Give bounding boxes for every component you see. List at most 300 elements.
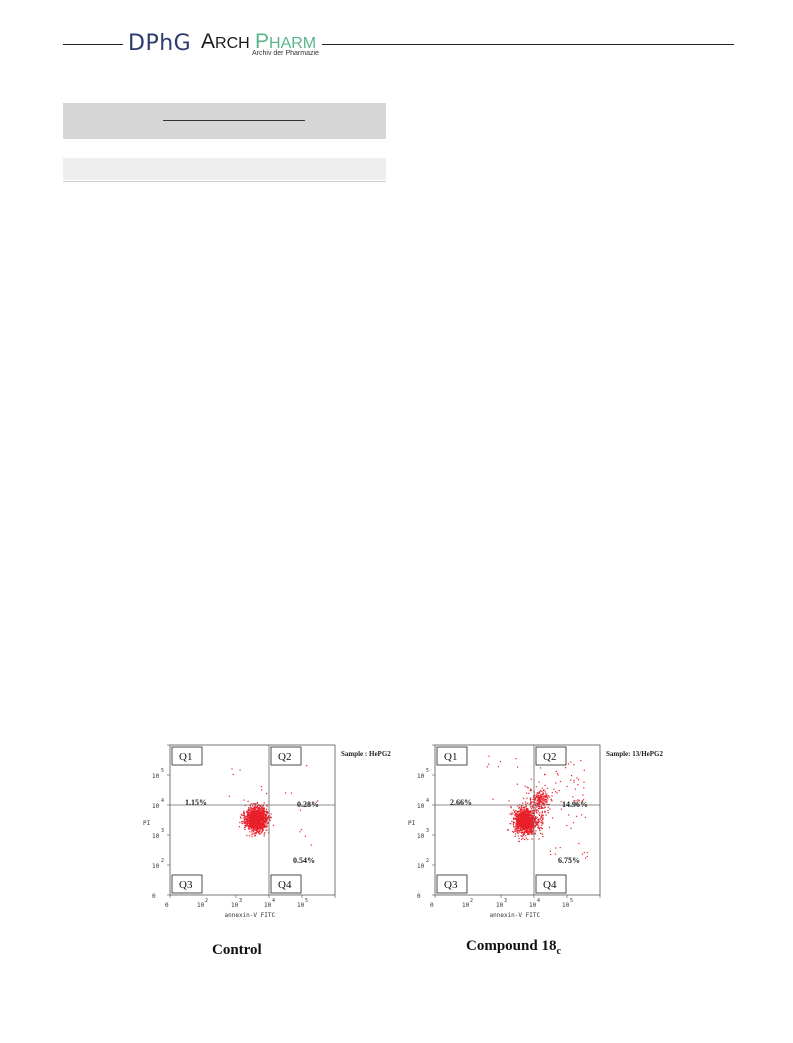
data-point xyxy=(536,793,537,794)
data-point xyxy=(527,816,528,817)
pharm-rest: HARM xyxy=(269,35,317,52)
data-point xyxy=(517,805,518,806)
data-point xyxy=(262,806,263,807)
data-point xyxy=(573,822,574,823)
data-point xyxy=(520,824,521,825)
data-point xyxy=(551,795,552,796)
data-point xyxy=(538,793,539,794)
table-header-band xyxy=(63,103,386,139)
data-point xyxy=(513,832,514,833)
data-point xyxy=(528,811,529,812)
data-point xyxy=(584,852,585,853)
data-point xyxy=(519,824,520,825)
data-point xyxy=(531,811,532,812)
data-point xyxy=(545,795,546,796)
y-tick-label: 10 xyxy=(417,773,425,780)
data-point xyxy=(521,829,522,830)
data-point xyxy=(512,813,513,814)
data-point xyxy=(248,801,249,802)
data-point xyxy=(525,824,526,825)
data-point xyxy=(516,814,517,815)
data-point xyxy=(539,800,540,801)
data-point xyxy=(256,813,257,814)
data-point xyxy=(262,811,263,812)
data-point xyxy=(584,770,585,771)
data-point xyxy=(254,817,255,818)
y-tick-label: 10 xyxy=(152,833,160,840)
data-point xyxy=(571,775,572,776)
data-point xyxy=(541,801,542,802)
data-point xyxy=(515,823,516,824)
data-point xyxy=(264,826,265,827)
data-point xyxy=(536,806,537,807)
data-point xyxy=(247,816,248,817)
data-point xyxy=(530,803,531,804)
data-point xyxy=(261,786,262,787)
data-point xyxy=(544,798,545,799)
data-point xyxy=(250,826,251,827)
data-point xyxy=(253,821,254,822)
data-point xyxy=(539,828,540,829)
data-point xyxy=(259,833,260,834)
data-point xyxy=(530,826,531,827)
data-point xyxy=(265,827,266,828)
data-point xyxy=(249,835,250,836)
data-point xyxy=(263,816,264,817)
data-point xyxy=(239,826,240,827)
data-point xyxy=(254,833,255,834)
data-point xyxy=(518,811,519,812)
data-point xyxy=(551,799,552,800)
data-point xyxy=(577,778,578,779)
quadrant-percent-q4: 0.54% xyxy=(293,856,315,865)
sample-label: Sample: 13/HePG2 xyxy=(606,750,663,758)
data-point xyxy=(580,760,581,761)
data-point xyxy=(530,820,531,821)
quadrant-percent-q1: 1.15% xyxy=(185,798,207,807)
quadrant-percent-q2: 0.28% xyxy=(297,800,319,809)
data-point xyxy=(519,813,520,814)
data-point xyxy=(252,815,253,816)
data-point xyxy=(266,825,267,826)
y-tick-label: 0 xyxy=(152,893,156,900)
data-point xyxy=(541,817,542,818)
data-point xyxy=(540,797,541,798)
data-point xyxy=(543,808,544,809)
header-rule-right xyxy=(322,44,734,45)
data-point xyxy=(264,809,265,810)
data-point xyxy=(518,817,519,818)
data-point xyxy=(253,819,254,820)
data-point xyxy=(541,825,542,826)
x-axis-label: annexin-V FITC xyxy=(224,912,276,919)
data-point xyxy=(514,812,515,813)
data-point xyxy=(248,807,249,808)
data-point xyxy=(538,802,539,803)
data-point xyxy=(538,825,539,826)
data-point xyxy=(536,812,537,813)
data-point xyxy=(516,758,517,759)
data-point xyxy=(261,789,262,790)
data-point xyxy=(545,802,546,803)
data-point xyxy=(247,823,248,824)
data-point xyxy=(587,856,588,857)
data-point xyxy=(547,798,548,799)
data-point xyxy=(574,782,575,783)
data-point xyxy=(530,815,531,816)
data-point xyxy=(535,802,536,803)
y-tick-label: 10 xyxy=(417,863,425,870)
data-point xyxy=(529,812,530,813)
data-point xyxy=(248,810,249,811)
data-point xyxy=(540,808,541,809)
y-tick-label: 10 xyxy=(417,803,425,810)
data-point xyxy=(521,821,522,822)
data-point xyxy=(552,792,553,793)
data-point xyxy=(530,801,531,802)
data-point xyxy=(271,813,272,814)
data-point xyxy=(513,817,514,818)
data-point xyxy=(536,794,537,795)
data-point xyxy=(541,822,542,823)
data-point xyxy=(541,828,542,829)
y-tick-label: 10 xyxy=(152,773,160,780)
data-point xyxy=(525,786,526,787)
data-point xyxy=(263,813,264,814)
data-point xyxy=(526,822,527,823)
data-point xyxy=(513,824,514,825)
data-point xyxy=(545,807,546,808)
data-point xyxy=(545,785,546,786)
data-point xyxy=(260,833,261,834)
data-point xyxy=(568,814,569,815)
data-point xyxy=(291,793,292,794)
data-point xyxy=(522,838,523,839)
data-point xyxy=(519,815,520,816)
data-point xyxy=(581,814,582,815)
data-point xyxy=(517,832,518,833)
data-point xyxy=(266,811,267,812)
data-point xyxy=(570,779,571,780)
data-point xyxy=(260,806,261,807)
quadrant-label-q2: Q2 xyxy=(543,751,557,763)
data-point xyxy=(244,815,245,816)
data-point xyxy=(259,831,260,832)
data-point xyxy=(516,815,517,816)
data-point xyxy=(255,835,256,836)
data-point xyxy=(249,819,250,820)
data-point xyxy=(542,819,543,820)
data-point xyxy=(513,826,514,827)
data-point xyxy=(578,779,579,780)
data-point xyxy=(542,794,543,795)
data-point xyxy=(542,834,543,835)
data-point xyxy=(538,810,539,811)
data-point xyxy=(229,796,230,797)
data-point xyxy=(251,830,252,831)
y-tick-label: 10 xyxy=(152,803,160,810)
data-point xyxy=(258,817,259,818)
data-point xyxy=(258,824,259,825)
data-point xyxy=(525,815,526,816)
quadrant-percent-q4: 6.75% xyxy=(558,856,580,865)
data-point xyxy=(253,817,254,818)
data-point xyxy=(524,839,525,840)
data-point xyxy=(535,799,536,800)
data-point xyxy=(537,802,538,803)
data-point xyxy=(537,824,538,825)
data-point xyxy=(516,820,517,821)
data-point xyxy=(255,830,256,831)
data-point xyxy=(250,809,251,810)
data-point xyxy=(530,799,531,800)
data-point xyxy=(523,826,524,827)
data-point xyxy=(253,811,254,812)
data-point xyxy=(522,825,523,826)
data-point xyxy=(521,832,522,833)
data-point xyxy=(528,831,529,832)
data-point xyxy=(560,847,561,848)
data-point xyxy=(525,827,526,828)
data-point xyxy=(525,801,526,802)
data-point xyxy=(532,831,533,832)
data-point xyxy=(251,822,252,823)
data-point xyxy=(519,807,520,808)
flow-plot-control xyxy=(135,735,405,930)
data-point xyxy=(530,818,531,819)
logo-subtitle: Archiv der Pharmazie xyxy=(252,50,319,57)
data-point xyxy=(264,834,265,835)
data-point xyxy=(262,812,263,813)
data-point xyxy=(245,823,246,824)
caption-compound xyxy=(466,938,561,957)
data-point xyxy=(258,822,259,823)
data-point xyxy=(255,809,256,810)
data-point xyxy=(576,816,577,817)
data-point xyxy=(540,833,541,834)
data-point xyxy=(500,761,501,762)
data-point xyxy=(547,788,548,789)
y-tick-label: 0 xyxy=(417,893,421,900)
data-point xyxy=(531,827,532,828)
data-point xyxy=(251,831,252,832)
data-point xyxy=(253,831,254,832)
data-point xyxy=(299,831,300,832)
data-point xyxy=(570,762,571,763)
data-point xyxy=(254,811,255,812)
data-point xyxy=(537,817,538,818)
data-point xyxy=(530,798,531,799)
x-tick-exponent: 5 xyxy=(305,898,309,904)
data-point xyxy=(256,820,257,821)
arch-logo xyxy=(201,30,250,54)
data-point xyxy=(262,825,263,826)
data-point xyxy=(541,794,542,795)
data-point xyxy=(528,826,529,827)
data-point xyxy=(541,799,542,800)
data-point xyxy=(498,766,499,767)
data-point xyxy=(532,801,533,802)
data-point xyxy=(257,812,258,813)
quadrant-label-q3: Q3 xyxy=(179,879,193,891)
flow-plot-svg-control xyxy=(135,735,405,930)
data-point xyxy=(511,814,512,815)
data-point xyxy=(255,816,256,817)
data-point xyxy=(526,838,527,839)
data-point xyxy=(538,814,539,815)
data-point xyxy=(573,764,574,765)
x-tick-label: 10 xyxy=(562,902,570,909)
data-point xyxy=(244,819,245,820)
data-point xyxy=(264,821,265,822)
data-point xyxy=(522,819,523,820)
data-point xyxy=(242,823,243,824)
data-point xyxy=(526,806,527,807)
data-point xyxy=(556,771,557,772)
data-point xyxy=(270,817,271,818)
data-point xyxy=(519,838,520,839)
y-tick-exponent: 3 xyxy=(161,828,165,834)
data-point xyxy=(243,811,244,812)
data-point xyxy=(264,835,265,836)
quadrant-label-q4: Q4 xyxy=(543,879,557,891)
data-point xyxy=(515,810,516,811)
data-point xyxy=(251,810,252,811)
data-point xyxy=(577,784,578,785)
data-point xyxy=(540,790,541,791)
data-point xyxy=(538,806,539,807)
data-point xyxy=(259,815,260,816)
quadrant-label-q1: Q1 xyxy=(444,751,458,763)
data-point xyxy=(516,830,517,831)
table-row-band xyxy=(63,158,386,180)
data-point xyxy=(241,821,242,822)
data-point xyxy=(511,807,512,808)
caption-control xyxy=(212,942,262,961)
data-point xyxy=(252,813,253,814)
data-point xyxy=(261,825,262,826)
data-point xyxy=(244,817,245,818)
x-tick-exponent: 4 xyxy=(272,898,276,904)
data-point xyxy=(583,787,584,788)
data-point xyxy=(568,763,569,764)
data-point xyxy=(524,830,525,831)
data-point xyxy=(525,831,526,832)
data-point xyxy=(539,799,540,800)
data-point xyxy=(526,793,527,794)
data-point xyxy=(243,815,244,816)
data-point xyxy=(520,835,521,836)
pharm-initial: P xyxy=(255,30,270,53)
data-point xyxy=(263,818,264,819)
data-point xyxy=(541,820,542,821)
y-axis-label: PI xyxy=(143,820,151,827)
data-point xyxy=(538,799,539,800)
data-point xyxy=(527,839,528,840)
data-point xyxy=(511,812,512,813)
data-point xyxy=(247,812,248,813)
data-point xyxy=(511,821,512,822)
data-point xyxy=(231,768,232,769)
data-point xyxy=(233,774,234,775)
dphg-logo: DPhG xyxy=(128,31,192,56)
data-point xyxy=(535,808,536,809)
data-point xyxy=(518,841,519,842)
data-point xyxy=(244,829,245,830)
data-point xyxy=(526,830,527,831)
data-point xyxy=(523,811,524,812)
data-point xyxy=(258,813,259,814)
data-point xyxy=(517,826,518,827)
data-point xyxy=(525,803,526,804)
data-point xyxy=(246,835,247,836)
data-point xyxy=(550,851,551,852)
data-point xyxy=(259,828,260,829)
data-point xyxy=(259,820,260,821)
quadrant-label-q1: Q1 xyxy=(179,751,193,763)
y-tick-exponent: 4 xyxy=(161,798,165,804)
sample-label: Sample : HePG2 xyxy=(341,750,391,758)
data-point xyxy=(518,830,519,831)
data-point xyxy=(539,815,540,816)
data-point xyxy=(530,790,531,791)
data-point xyxy=(530,830,531,831)
data-point xyxy=(250,817,251,818)
table-bottom-rule xyxy=(63,181,386,182)
data-point xyxy=(532,826,533,827)
data-point xyxy=(256,826,257,827)
data-point xyxy=(259,817,260,818)
data-point xyxy=(527,834,528,835)
data-point xyxy=(253,830,254,831)
quadrant-label-q2: Q2 xyxy=(278,751,292,763)
data-point xyxy=(549,797,550,798)
data-point xyxy=(301,829,302,830)
x-tick-exponent: 3 xyxy=(504,898,508,904)
data-point xyxy=(531,808,532,809)
data-point xyxy=(542,822,543,823)
data-point xyxy=(555,783,556,784)
data-point xyxy=(530,828,531,829)
data-point xyxy=(510,806,511,807)
data-point xyxy=(524,831,525,832)
data-point xyxy=(529,819,530,820)
data-point xyxy=(530,810,531,811)
data-point xyxy=(259,813,260,814)
data-point xyxy=(585,858,586,859)
data-point xyxy=(522,803,523,804)
data-point xyxy=(539,830,540,831)
data-point xyxy=(543,815,544,816)
y-tick-exponent: 2 xyxy=(161,858,165,864)
data-point xyxy=(567,786,568,787)
data-point xyxy=(541,791,542,792)
data-point xyxy=(249,822,250,823)
data-point xyxy=(265,830,266,831)
data-point xyxy=(266,809,267,810)
data-point xyxy=(526,819,527,820)
data-point xyxy=(516,817,517,818)
data-point xyxy=(515,814,516,815)
x-tick-label: 10 xyxy=(231,902,239,909)
data-point xyxy=(510,823,511,824)
data-point xyxy=(521,811,522,812)
data-point xyxy=(540,795,541,796)
data-point xyxy=(263,812,264,813)
caption-compound-sub: c xyxy=(556,946,561,957)
data-point xyxy=(249,831,250,832)
data-point xyxy=(262,829,263,830)
